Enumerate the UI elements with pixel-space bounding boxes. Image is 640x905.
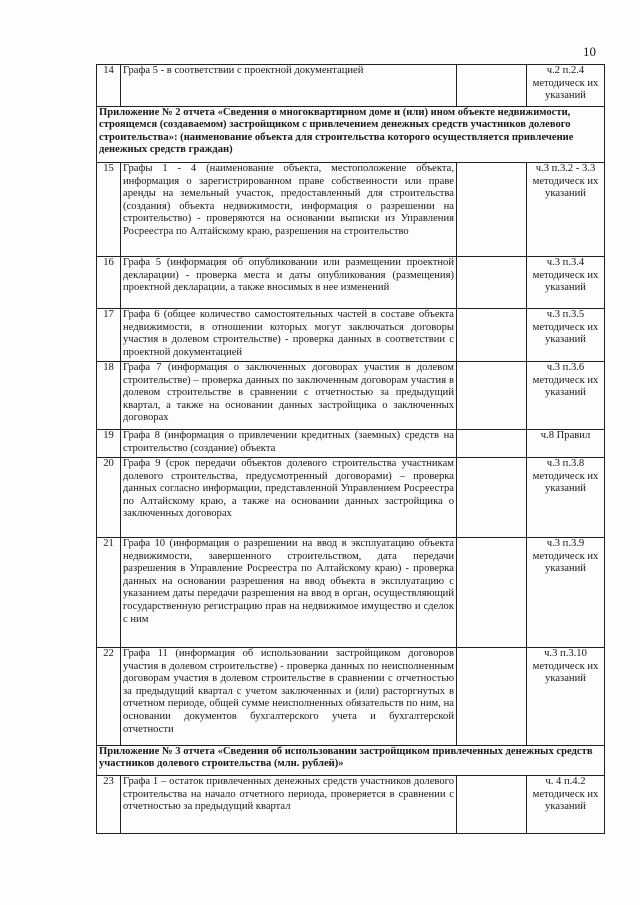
row-reference: ч.3 п.3.4 методическ их указаний — [527, 257, 605, 309]
row-number: 20 — [97, 458, 121, 538]
row-blank-cell — [457, 538, 527, 648]
section-title: «Сведения о многоквартирном доме и (или) ином объекте недвижимости, строящемся (создаваемом) застройщиком с привлечением денежных средств участников долевого строительства»: (наименование объекта для строительства которого осуществляется привлечение денежных средств граждан) — [99, 107, 574, 156]
row-reference: ч.3 п.3.2 - 3.3 методическ их указаний — [527, 163, 605, 257]
section-header-row — [97, 746, 605, 776]
section-header — [97, 107, 605, 163]
row-blank-cell — [457, 362, 527, 430]
row-blank-cell — [457, 776, 527, 834]
section-header — [97, 746, 605, 776]
table-row — [97, 430, 605, 458]
row-reference: ч.2 п.2.4 методическ их указаний — [527, 65, 605, 107]
table-row — [97, 538, 605, 648]
row-reference: ч. 4 п.4.2 методическ их указаний — [527, 776, 605, 834]
table-row — [97, 163, 605, 257]
row-reference: ч.3 п.3.6 методическ их указаний — [527, 362, 605, 430]
page-number: 10 — [583, 44, 596, 59]
row-description: Графа 6 (общее количество самостоятельных частей в составе объекта недвижимости, в отношении которых могут заключаться договоры участия в долевом строительстве) - проверка данных в соответствии с проектной документацией — [121, 309, 457, 362]
row-description: Графа 10 (информация о разрешении на ввод в эксплуатацию объекта недвижимости, завершенного строительством, дата передачи разрешения в Управление Росреестра по Алтайскому краю) - проверка данных на основании разрешения на ввод объекта в эксплуатацию с указанием даты передачи разрешения на ввод в орган, осуществляющий государственную регистрацию прав на недвижимое имущество и сделок с ним — [121, 538, 457, 648]
row-description: Графа 1 – остаток привлеченных денежных средств участников долевого строительства на начало отчетного периода, проверяется в сравнении с отчетностью за предыдущий квартал — [121, 776, 457, 834]
row-number: 19 — [97, 430, 121, 458]
row-blank-cell — [457, 430, 527, 458]
row-number: 22 — [97, 648, 121, 746]
row-blank-cell — [457, 163, 527, 257]
row-description: Графы 1 - 4 (наименование объекта, местоположение объекта, информация о зарегистрированном праве собственности или праве аренды на земельный участок, предоставленный для строительства (создания) объекта недвижимости, информация о разрешении на строительство) - проверяются на основании выписки из Управления Росреестра по Алтайскому краю, разрешения на строительство — [121, 163, 457, 257]
row-number: 15 — [97, 163, 121, 257]
row-description: Графа 11 (информация об использовании застройщиком договоров участия в долевом строительстве) - проверка данных по неисполненным договорам участия в долевом строительстве в сравнении с отчетностью за предыдущий квартал с учетом заключенных и (или) расторгнутых в отчетном периоде, общей сумме неисполненных обязательств по ним, на основании документов бухгалтерского учета и бухгалтерской отчетности — [121, 648, 457, 746]
row-blank-cell — [457, 309, 527, 362]
row-number: 16 — [97, 257, 121, 309]
section-prefix: Приложение № 2 отчета — [99, 107, 215, 118]
row-description: Графа 5 - в соответствии с проектной документацией — [121, 65, 457, 107]
row-number: 18 — [97, 362, 121, 430]
row-blank-cell — [457, 65, 527, 107]
table-row — [97, 65, 605, 107]
row-reference: ч.3 п.3.10 методическ их указаний — [527, 648, 605, 746]
row-description: Графа 5 (информация об опубликовании или размещении проектной декларации) - проверка места и даты опубликования (размещения) проектной декларации, а также вносимых в нее изменений — [121, 257, 457, 309]
section-header-row — [97, 107, 605, 163]
table-row — [97, 458, 605, 538]
section-title: «Сведения об использовании застройщиком привлеченных денежных средств участников долевого строительства (млн. рублей)» — [99, 746, 593, 770]
requirements-table — [96, 64, 605, 834]
table-row — [97, 362, 605, 430]
table-row — [97, 648, 605, 746]
table-row — [97, 309, 605, 362]
row-description: Графа 8 (информация о привлечении кредитных (заемных) средств на строительство (создание) объекта — [121, 430, 457, 458]
table-row — [97, 776, 605, 834]
row-reference: ч.3 п.3.5 методическ их указаний — [527, 309, 605, 362]
row-blank-cell — [457, 257, 527, 309]
section-prefix: Приложение № 3 отчета — [99, 746, 215, 757]
table-row — [97, 257, 605, 309]
row-reference: ч.8 Правил — [527, 430, 605, 458]
row-reference: ч.3 п.3.8 методическ их указаний — [527, 458, 605, 538]
row-blank-cell — [457, 458, 527, 538]
row-reference: ч.3 п.3.9 методическ их указаний — [527, 538, 605, 648]
row-number: 21 — [97, 538, 121, 648]
row-description: Графа 9 (срок передачи объектов долевого строительства участникам долевого строительства, предусмотренный договорами) – проверка данных согласно информации, представленной Управлением Росреестра по Алтайскому краю, а также на основании данных застройщика о заключенных договорах — [121, 458, 457, 538]
row-number: 17 — [97, 309, 121, 362]
row-number: 14 — [97, 65, 121, 107]
row-blank-cell — [457, 648, 527, 746]
row-number: 23 — [97, 776, 121, 834]
row-description: Графа 7 (информация о заключенных договорах участия в долевом строительстве) – проверка данных по заключенным договорам участия в долевом строительстве в сравнении с отчетностью за предыдущий квартал, а также на основании данных застройщика о заключенных договорах — [121, 362, 457, 430]
